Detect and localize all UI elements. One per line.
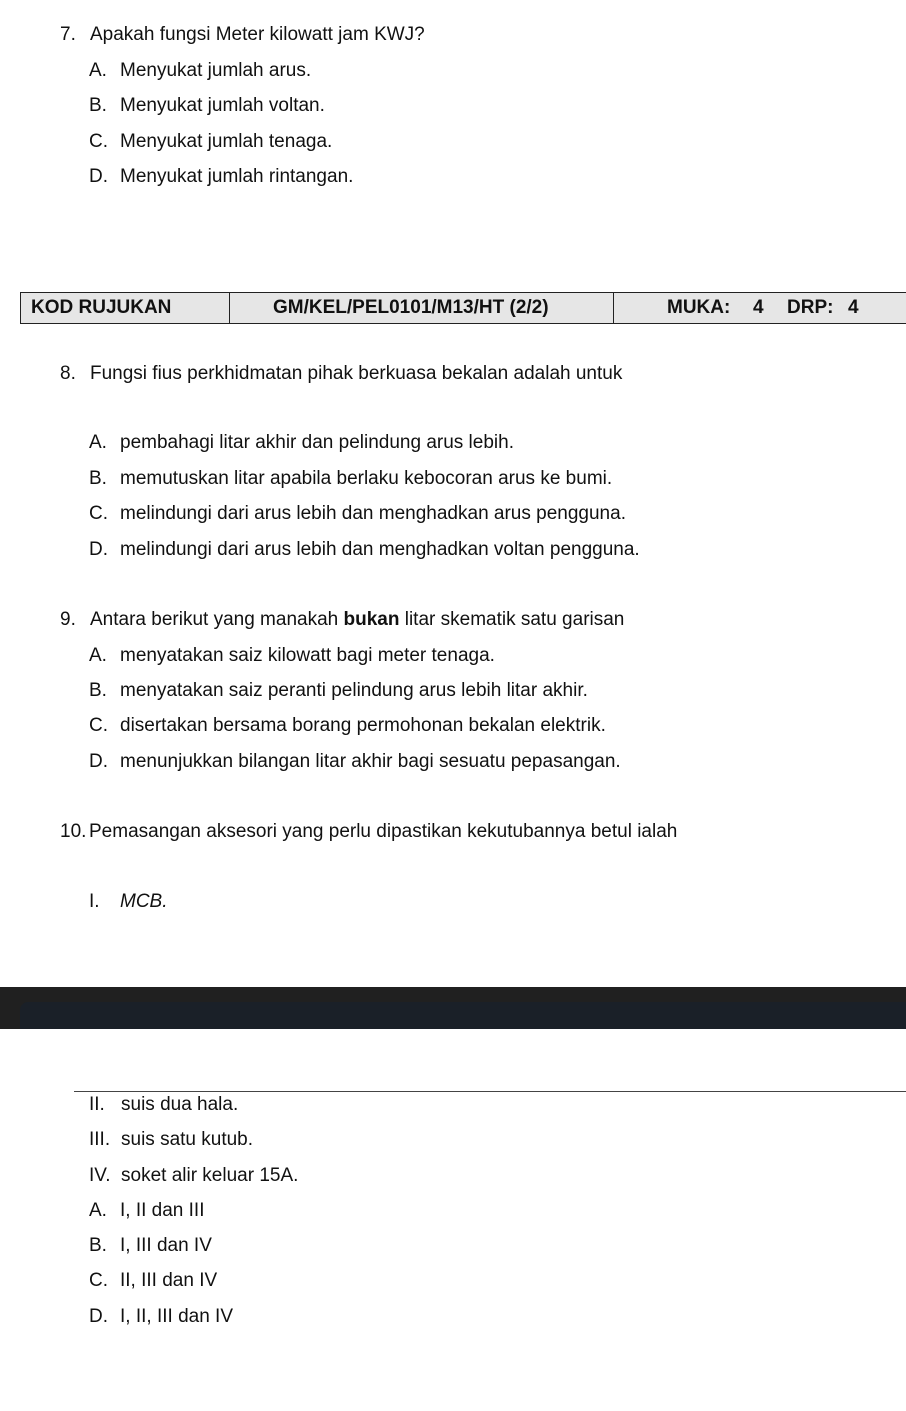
option-letter: D. [89, 166, 108, 187]
question-text [90, 609, 624, 631]
option-letter: B. [89, 95, 107, 116]
muka-value: 4 [753, 297, 764, 318]
question-text-before: Antara berikut yang manakah [90, 609, 344, 630]
kod-rujukan-value: GM/KEL/PEL0101/M13/HT (2/2) [273, 297, 549, 318]
option-letter: C. [89, 715, 108, 736]
option-text: Menyukat jumlah rintangan. [120, 166, 354, 187]
option-text: menyatakan saiz peranti pelindung arus lebih litar akhir. [120, 680, 588, 701]
roman-text: MCB. [120, 891, 168, 912]
roman-label: II. [89, 1094, 105, 1115]
option-text: Menyukat jumlah arus. [120, 60, 312, 81]
header-divider [229, 293, 230, 323]
option-text: Menyukat jumlah tenaga. [120, 131, 333, 152]
option-text: pembahagi litar akhir dan pelindung arus lebih. [120, 432, 514, 453]
roman-label: III. [89, 1129, 111, 1150]
roman-text: soket alir keluar 15A. [121, 1165, 299, 1186]
option-text: I, II dan III [120, 1200, 205, 1221]
question-text: Apakah fungsi Meter kilowatt jam KWJ? [90, 24, 425, 45]
option-letter: B. [89, 468, 107, 489]
option-text: memutuskan litar apabila berlaku kebocoran arus ke bumi. [120, 468, 613, 489]
option-letter: D. [89, 751, 108, 772]
option-letter: C. [89, 503, 108, 524]
option-letter: A. [89, 645, 107, 666]
question-text: Pemasangan aksesori yang perlu dipastikan kekutubannya betul ialah [89, 821, 678, 842]
question-number: 10. [60, 821, 87, 842]
option-text: Menyukat jumlah voltan. [120, 95, 325, 116]
question-text-after: litar skematik satu garisan [399, 609, 625, 630]
option-letter: B. [89, 680, 107, 701]
option-letter: D. [89, 539, 108, 560]
option-text: menyatakan saiz kilowatt bagi meter tenaga. [120, 645, 495, 666]
roman-label: I. [89, 891, 100, 912]
page-header-table [20, 292, 906, 324]
muka-label: MUKA: [667, 297, 731, 318]
option-text: disertakan bersama borang permohonan bekalan elektrik. [120, 715, 606, 736]
roman-label: IV. [89, 1165, 111, 1186]
option-text: melindungi dari arus lebih dan menghadkan voltan pengguna. [120, 539, 640, 560]
drp-label: DRP: [787, 297, 834, 318]
roman-text: suis dua hala. [121, 1094, 239, 1115]
drp-value: 4 [848, 297, 859, 318]
horizontal-rule [74, 1091, 906, 1092]
option-letter: C. [89, 1270, 108, 1291]
question-number: 7. [60, 24, 76, 45]
option-text: melindungi dari arus lebih dan menghadkan arus pengguna. [120, 503, 626, 524]
option-letter: A. [89, 432, 107, 453]
question-text: Fungsi fius perkhidmatan pihak berkuasa bekalan adalah untuk [90, 363, 623, 384]
option-text: I, II, III dan IV [120, 1306, 233, 1327]
question-number: 9. [60, 609, 76, 630]
question-text-emphasis: bukan [343, 609, 400, 630]
page-break-panel [20, 1002, 906, 1029]
option-letter: C. [89, 131, 108, 152]
header-divider [613, 293, 614, 323]
roman-text: suis satu kutub. [121, 1129, 254, 1150]
option-text: II, III dan IV [120, 1270, 218, 1291]
kod-rujukan-label: KOD RUJUKAN [31, 297, 172, 318]
option-letter: A. [89, 1200, 107, 1221]
option-letter: D. [89, 1306, 108, 1327]
option-text: menunjukkan bilangan litar akhir bagi sesuatu pepasangan. [120, 751, 621, 772]
question-number: 8. [60, 363, 76, 384]
option-letter: B. [89, 1235, 107, 1256]
option-letter: A. [89, 60, 107, 81]
option-text: I, III dan IV [120, 1235, 212, 1256]
